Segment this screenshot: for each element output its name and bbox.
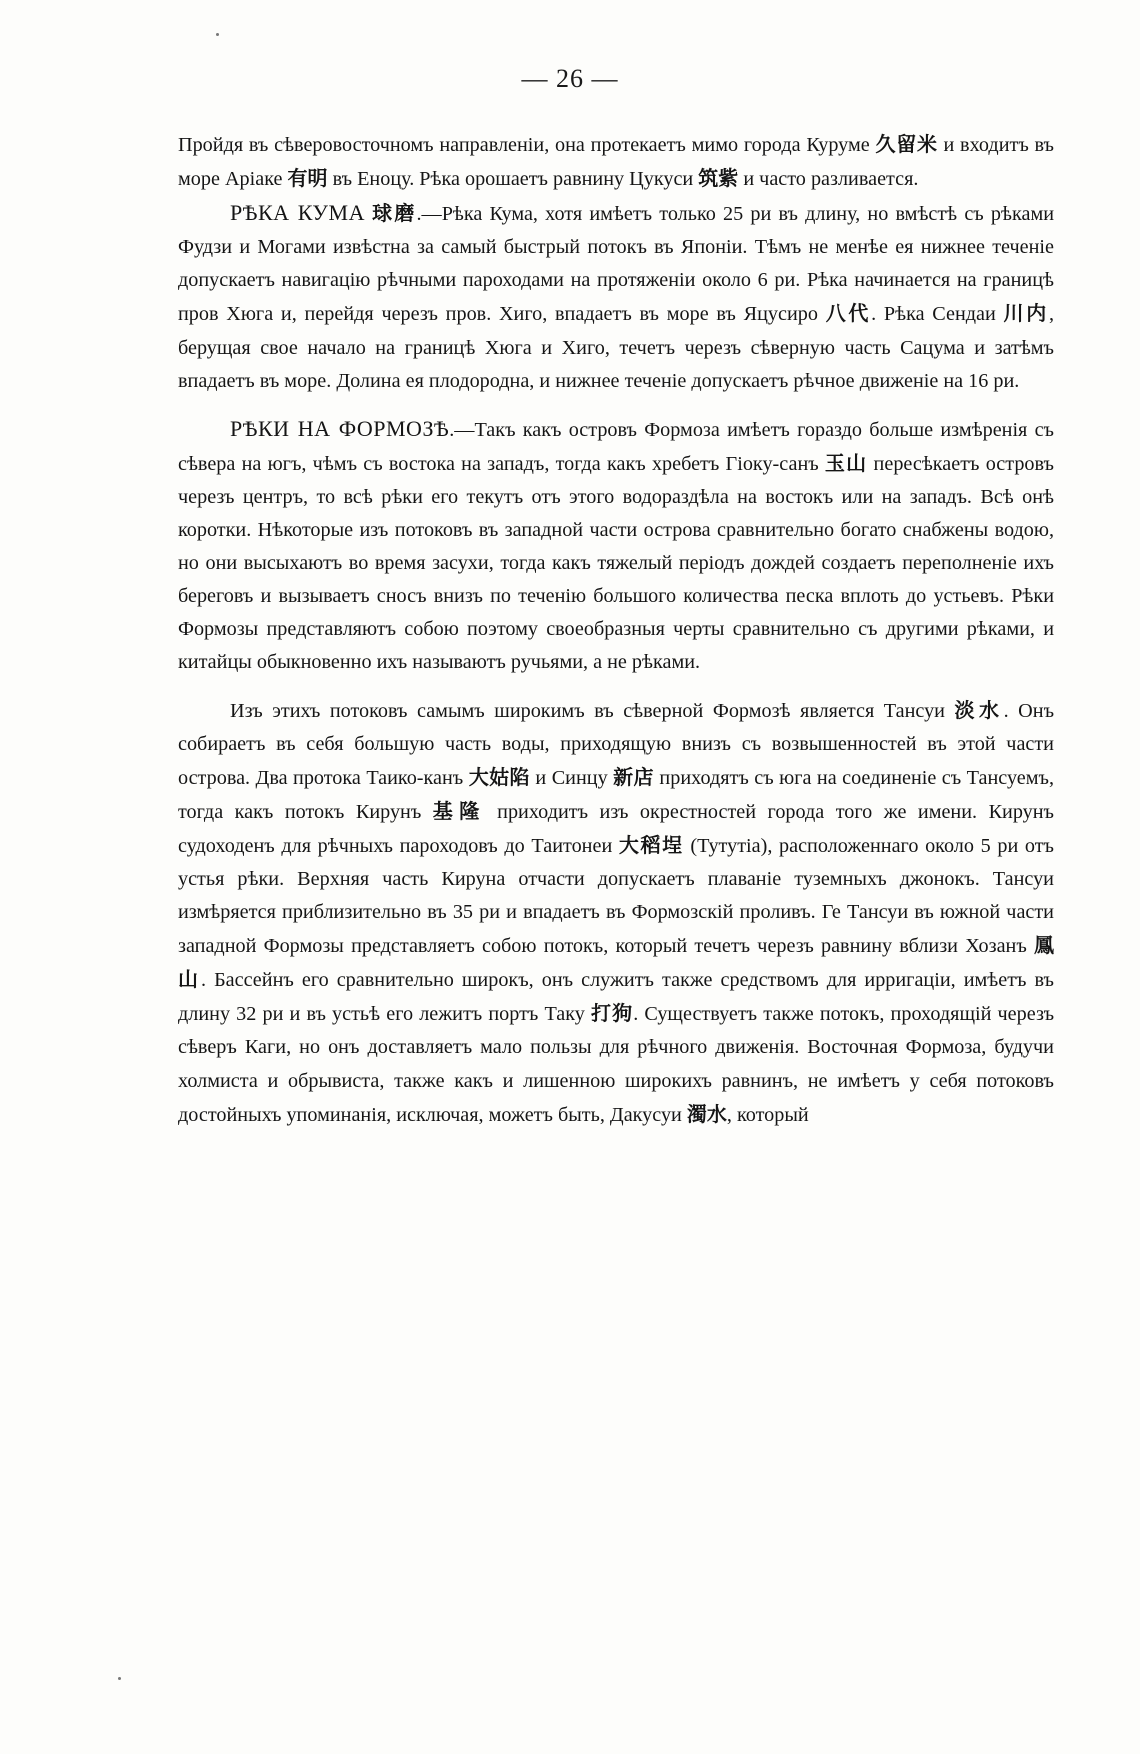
cjk-place-name: 八代 [825,301,872,326]
page-number: — 26 — [521,64,619,93]
text-run: и Синцу [529,766,614,789]
text-run: . Рѣка Сендаи [871,303,1004,326]
text-run: Пройдя въ сѣверовосточномъ направленіи, она протекаетъ мимо города Куруме [178,134,876,156]
cjk-place-name: 淡水 [954,697,1004,722]
cjk-place-name: 新店 [613,764,654,789]
paragraph [178,128,1054,196]
text-run: пересѣкаетъ островъ черезъ центръ, то всѣ рѣки его текутъ отъ этого водораздѣла на востокъ или на западъ. Всѣ онѣ коротки. Нѣкоторые изъ потоковъ въ западной части острова сравнительно богато снабжены водою, но они высыхаютъ во время засухи, тогда какъ тяжелый періодъ дождей создаетъ переполненіе ихъ береговъ и вызываетъ сносъ внизъ по теченію большого количества песка вплоть до устьевъ. Рѣки Формозы представляютъ собою поэтому своеобразныя черты сравнительно съ другими рѣками, и китайцы обыкновенно ихъ называютъ ручьями, а не рѣками. [178,452,1054,674]
cjk-place-name: 有明 [287,166,328,191]
cjk-place-name: 基隆 [432,798,486,823]
text-run: въ Еноцу. Рѣка орошаетъ равнину Цукуси [327,168,699,191]
paragraph [178,694,1054,1132]
paragraph [178,196,1054,398]
text-run: . Онъ собираетъ въ себя большую часть воды, приходящую внизъ съ возвышенностей въ этой части острова. Два протока Таико-канъ [178,699,1055,789]
text-run: , который [726,1103,809,1126]
cjk-place-name: 玉山 [824,450,868,475]
text-run: Изъ этихъ потоковъ самымъ широкимъ въ сѣверной Формозѣ является Тансуи [230,699,955,722]
text-run: (Тутутіа), расположеннаго около 5 ри отъ устья рѣки. Верхняя часть Кируна отчасти допускаетъ плаваніе туземныхъ джонокъ. Тансуи измѣряется приблизительно въ 35 ри и впадаетъ въ Формозскій проливъ. Ге Тансуи въ южной части западной Формозы представляетъ собою потокъ, который течетъ черезъ равнину вблизи Хозанъ [178,834,1054,958]
text-run: . Бассейнъ его сравнительно широкъ, онъ служитъ также средствомъ для ирригаціи, имѣетъ въ длину 32 ри и въ устьѣ его лежитъ портъ Таку [178,969,1054,1026]
text-run: .—Рѣка Кума, хотя имѣетъ только 25 ри въ длину, но вмѣстѣ съ рѣками Фудзи и Могами извѣстна за самый быстрый потокъ въ Японіи. Тѣмъ не менѣе ея нижнее теченіе допускаетъ навигацію рѣчными пароходами на протяженіи около 6 ри. Рѣка начинается на границѣ пров Хюга и, перейдя черезъ пров. Хиго, впадаетъ въ море въ Яцусиро [178,203,1055,326]
cjk-place-name: 鳳山 [178,933,1054,992]
section-heading: РѢКИ НА ФОРМОЗѢ [230,415,450,441]
text-run: , берущая свое начало на границѣ Хюга и Хиго, течетъ черезъ сѣверную часть Сацума и затѣмъ впадаетъ въ море. Долина ея плодородна, и нижнее теченіе допускаетъ рѣчное движеніе на 16 ри. [178,303,1054,392]
cjk-place-name: 濁水 [686,1101,727,1126]
text-run: и часто разливается. [738,168,919,191]
text-run: приходятъ съ юга на соединеніе съ Тансуемъ, тогда какъ потокъ Кирунъ [178,766,1055,823]
cjk-place-name: 大稻埕 [618,832,684,857]
text-run: и входитъ въ море Аріаке [178,134,1054,191]
cjk-place-name: 久留米 [875,132,938,156]
cjk-place-name: 打狗 [591,1001,634,1026]
text-run: .—Такъ какъ островъ Формоза имѣетъ гораздо больше измѣренія съ сѣвера на югъ, чѣмъ съ востока на западъ, тогда какъ хребетъ Гіоку-санъ [178,418,1054,475]
cjk-place-name: 筑紫 [698,166,739,191]
cjk-place-name: 川内 [1003,301,1049,326]
section-heading: РѢКА КУМА [230,200,365,226]
scan-speck [118,1677,121,1680]
text-run: приходитъ изъ окрестностей города того же имени. Кирунъ судоходенъ для рѣчныхъ пароходовъ до Таитонеи [178,800,1054,857]
scan-speck [216,33,219,36]
text-body [178,128,1054,1132]
cjk-place-name: 球磨 [372,201,417,226]
cjk-place-name: 大姑陷 [468,764,530,789]
paragraph [178,412,1054,680]
text-run: . Существуетъ также потокъ, проходящій черезъ сѣверъ Каги, но онъ доставляетъ мало пользы для рѣчного движенія. Восточная Формоза, будучи холмиста и обрывиста, также какъ и лишенною широкихъ равнинъ, не имѣетъ у себя потоковъ достойныхъ упоминанія, исключая, можетъ быть, Дакусуи [178,1003,1055,1126]
